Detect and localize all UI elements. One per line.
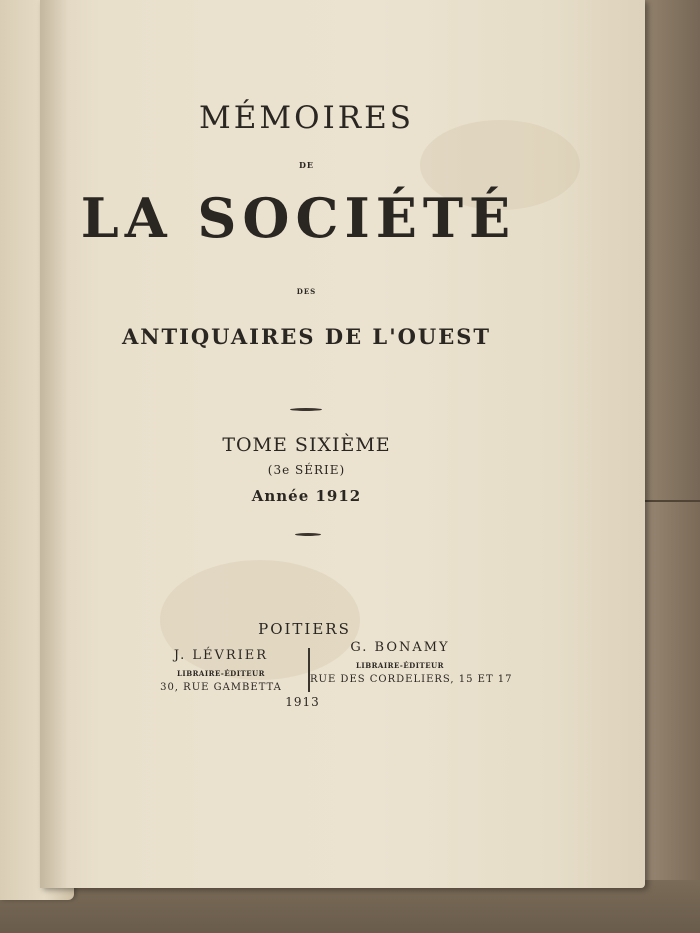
publisher-levrier — [136, 648, 306, 693]
publication-city: POITIERS — [258, 620, 351, 638]
connector-de: DE — [298, 160, 315, 170]
title-la-societe: LA SOCIÉTÉ — [80, 186, 517, 250]
title-antiquaires: ANTIQUAIRES DE L'OUEST — [121, 324, 492, 349]
publisher-bonamy — [310, 640, 513, 685]
publication-year: 1913 — [285, 695, 320, 709]
series-label: (3e SÉRIE) — [267, 463, 346, 477]
year-label: Année 1912 — [251, 487, 362, 505]
title-memoires: MÉMOIRES — [199, 100, 414, 136]
connector-des: DES — [296, 287, 317, 296]
publisher-role: LIBRAIRE-ÉDITEUR — [356, 661, 444, 670]
title-page — [40, 0, 645, 888]
volume-label: TOME SIXIÈME — [222, 434, 391, 456]
publisher-name: J. LÉVRIER — [173, 648, 269, 663]
publisher-role: LIBRAIRE-ÉDITEUR — [177, 669, 265, 678]
publisher-address: RUE DES CORDELIERS, 15 ET 17 — [310, 674, 513, 685]
ornament-divider — [295, 533, 321, 536]
ornament-divider — [290, 408, 322, 411]
publisher-name: G. BONAMY — [350, 640, 450, 655]
publisher-address: 30, RUE GAMBETTA — [160, 682, 282, 693]
